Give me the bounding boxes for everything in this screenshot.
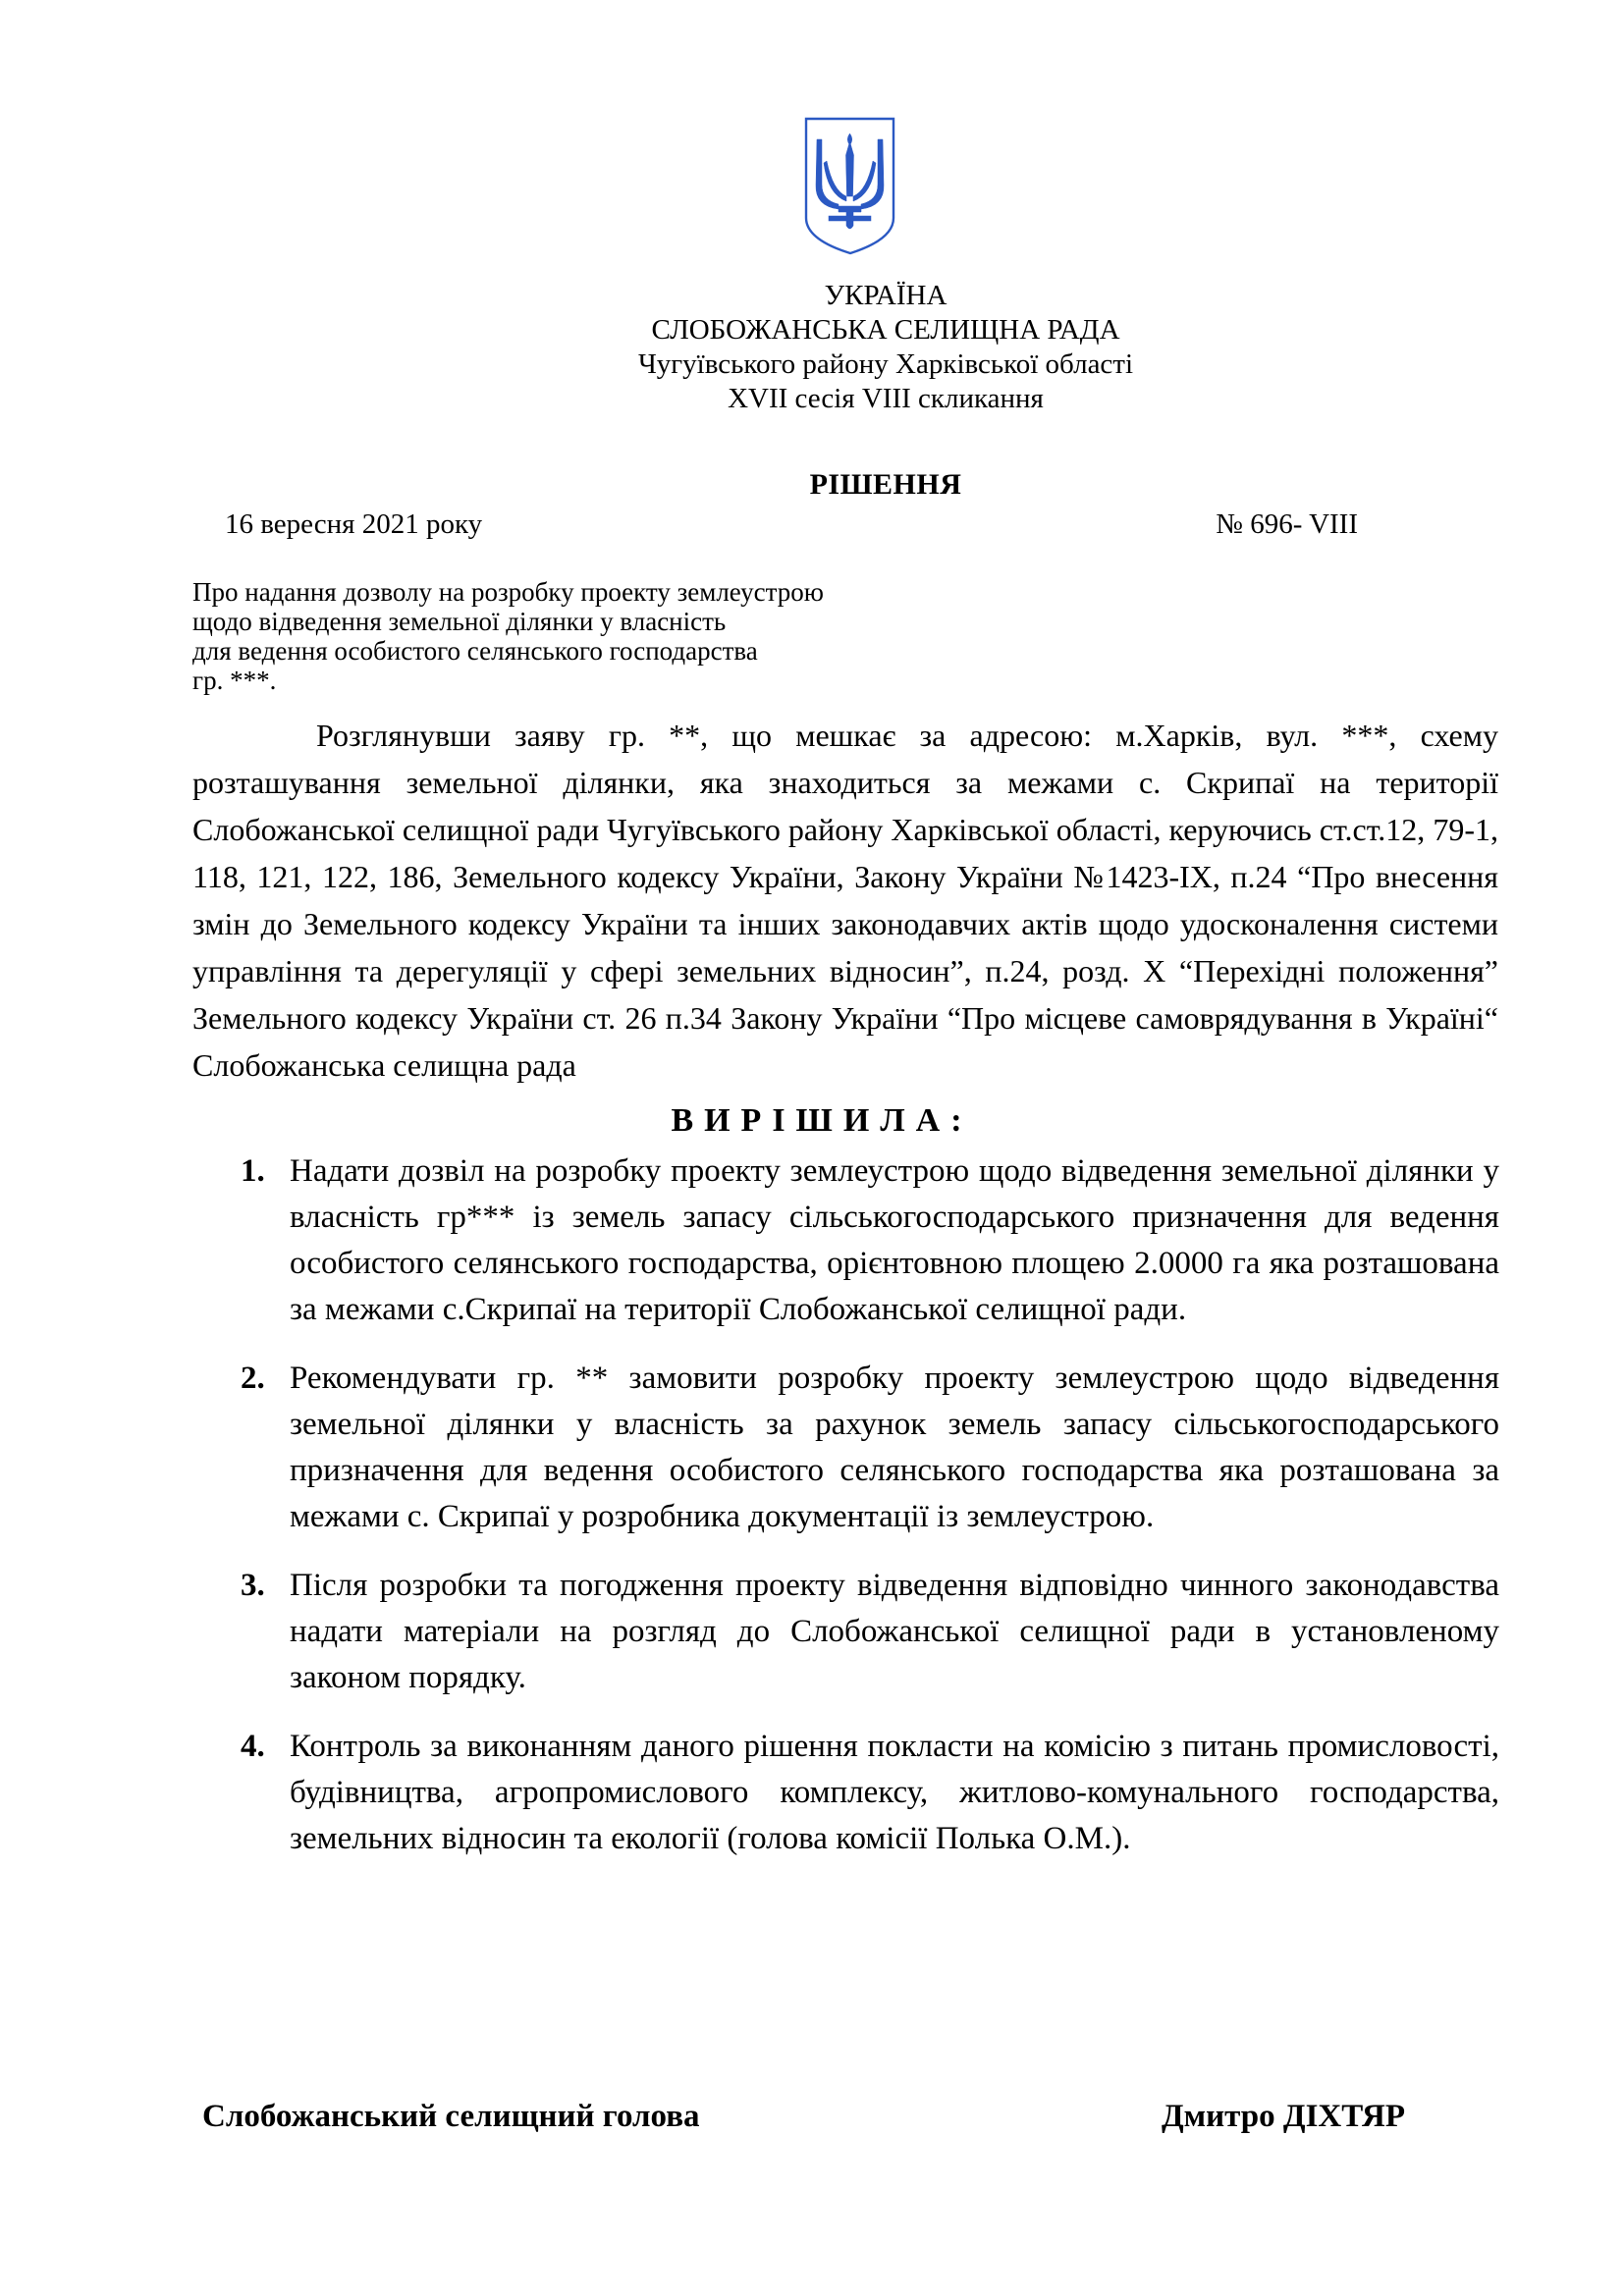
- point-text: Рекомендувати гр. ** замовити розробку проекту землеустрою щодо відведення земельної ділянки у власність за рахунок земель запасу сільськогосподарського призначення для ведення особистого селянського господарства яка розташована за межами с. Скрипаї у розробника документації із землеустрою.: [290, 1361, 1499, 1534]
- point-text: Після розробки та погодження проекту відведення відповідно чинного законодавства надати матеріали на розгляд до Слобожанської селищної ради в установленому законом порядку.: [290, 1568, 1499, 1695]
- resolution-point-4: [241, 1724, 1499, 1862]
- subject-line: гр. ***.: [192, 666, 277, 695]
- point-text: Надати дозвіл на розробку проекту землеустрою щодо відведення земельної ділянки у власність гр*** із земель запасу сільськогосподарського призначення для ведення особистого селянського господарства, орієнтовною площею 2.0000 га яка розташована за межами с.Скрипаї на території Слобожанської селищної ради.: [290, 1153, 1499, 1327]
- point-number: 2.: [241, 1361, 265, 1396]
- date-number-line: [225, 507, 1358, 542]
- council-name: СЛОБОЖАНСЬКА СЕЛИЩНА РАДА: [651, 314, 1120, 346]
- point-number: 1.: [241, 1153, 265, 1189]
- subject-line: щодо відведення земельної ділянки у власність: [192, 607, 727, 636]
- resolution-points: [241, 1148, 1499, 1862]
- point-number: 3.: [241, 1568, 265, 1603]
- resolved-heading: [0, 1102, 1624, 1140]
- document-header: [0, 279, 1624, 416]
- signatory-title: Слобожанський селищний голова: [202, 2099, 700, 2134]
- document-title: [0, 468, 1624, 502]
- resolution-point-2: [241, 1356, 1499, 1540]
- resolution-point-3: [241, 1563, 1499, 1701]
- document-title-text: РІШЕННЯ: [809, 468, 962, 501]
- signatory-name: Дмитро ДІХТЯР: [1161, 2099, 1405, 2134]
- resolved-heading-text: ВИРІШИЛА:: [671, 1102, 973, 1139]
- point-number: 4.: [241, 1729, 265, 1764]
- point-text: Контроль за виконанням даного рішення покласти на комісію з питань промисловості, будівництва, агропромислового комплексу, житлово-комунального господарства, земельних відносин та екології (голова комісії Полька О.М.).: [290, 1729, 1499, 1856]
- document-subject: [192, 577, 939, 695]
- document-number: № 696- VIII: [1216, 508, 1358, 540]
- resolution-point-1: [241, 1148, 1499, 1333]
- subject-line: для ведення особистого селянського господарства: [192, 636, 758, 666]
- signature-line: [202, 2099, 1405, 2135]
- session-info: XVII сесія VIII скликання: [728, 383, 1044, 414]
- preamble-paragraph: Розглянувши заяву гр. **, що мешкає за адресою: м.Харків, вул. ***, схему розташування земельної ділянки, яка знаходиться за межами с. Скрипаї на території Слобожанської селищної ради Чугуївського району Харківської області, керуючись ст.ст.12, 79-1, 118, 121, 122, 186, Земельного кодексу України, Закону України №1423-IX, п.24 “Про внесення змін до Земельного кодексу України та інших законодавчих актів щодо удосконалення системи управління та дерегуляції у сфері земельних відносин”, п.24, розд. X “Перехідні положення” Земельного кодексу України ст. 26 п.34 Закону України “Про місцеве самоврядування в Україні“ Слобожанська селищна рада: [192, 718, 1498, 1083]
- document-date: 16 вересня 2021 року: [225, 508, 483, 540]
- subject-line: Про надання дозволу на розробку проекту землеустрою: [192, 577, 824, 607]
- ukraine-trident-emblem-icon: [803, 116, 896, 255]
- district-name: Чугуївського району Харківської області: [637, 348, 1134, 380]
- country-name: УКРАЇНА: [824, 280, 947, 311]
